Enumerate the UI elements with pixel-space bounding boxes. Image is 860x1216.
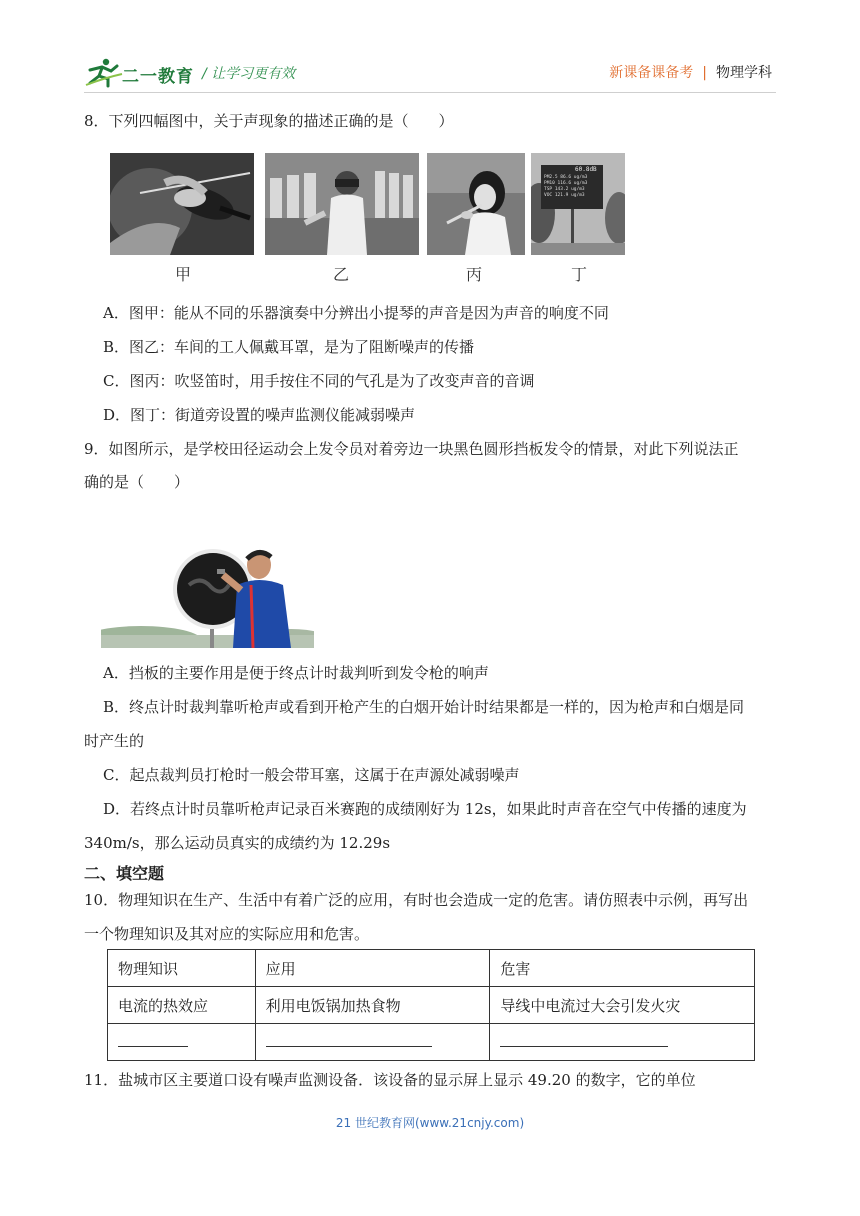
photo-noise-monitor [531, 153, 625, 255]
footer-site: 21 世纪教育网(www.21cnjy.com) [335, 1116, 525, 1130]
monitor-line: PM10 116.6 ug/m3 [544, 181, 588, 186]
table-header-cell: 危害 [490, 950, 755, 987]
violin-player-image [110, 153, 254, 255]
q8-stem: 8．下列四幅图中，关于声现象的描述正确的是（ ） [84, 112, 454, 130]
header-right [609, 62, 772, 82]
caption-jia: 甲 [175, 265, 192, 284]
header-divider [84, 92, 776, 93]
photo-factory-worker [265, 153, 419, 255]
monitor-line: VOC 121.9 ug/m3 [544, 193, 585, 198]
q8-option-d: D．图丁：街道旁设置的噪声监测仪能减弱噪声 [103, 406, 416, 424]
q9-option-c: C．起点裁判员打枪时一般会带耳塞，这属于在声源处减弱噪声 [103, 766, 520, 784]
photo-violin [110, 153, 254, 255]
q9-option-b-line2: 时产生的 [84, 732, 145, 750]
q8-option-b: B．图乙：车间的工人佩戴耳罩，是为了阻断噪声的传播 [103, 338, 475, 356]
caption-bing: 丙 [466, 265, 483, 284]
q9-stem-line2: 确的是（ ） [84, 473, 190, 491]
answer-blank[interactable] [266, 1046, 432, 1047]
blank-cell-hazard[interactable] [490, 1024, 755, 1061]
table-header-row [108, 950, 755, 987]
table-cell: 电流的热效应 [108, 987, 256, 1024]
table-row-blank [108, 1024, 755, 1061]
header-separator: | [702, 65, 707, 81]
header-course-label: 新课备课备考 [609, 65, 694, 81]
section-title: 二、填空题 [84, 864, 165, 883]
q8-option-c: C．图丙：吹竖笛时，用手按住不同的气孔是为了改变声音的音调 [103, 372, 535, 390]
answer-blank[interactable] [118, 1046, 188, 1047]
q9-stem-line1: 9．如图所示，是学校田径运动会上发令员对着旁边一块黑色圆形挡板发令的情景，对此下列说法正 [84, 440, 739, 458]
photo-starter-official [101, 545, 314, 648]
q9-option-d-line2: 340m/s，那么运动员真实的成绩约为 12.29s [84, 834, 391, 852]
table-cell: 导线中电流过大会引发火灾 [490, 987, 755, 1024]
q9-option-a: A．挡板的主要作用是便于终点计时裁判听到发令枪的响声 [103, 664, 489, 682]
table-header-cell: 应用 [255, 950, 490, 987]
caption-ding: 丁 [571, 265, 588, 284]
photo-flute-girl [427, 153, 525, 255]
q10-stem-line2: 一个物理知识及其对应的实际应用和危害。 [84, 925, 370, 943]
brand-logo [84, 56, 314, 88]
table-cell: 利用电饭锅加热食物 [255, 987, 490, 1024]
answer-blank[interactable] [500, 1046, 668, 1047]
knowledge-table [107, 949, 755, 1061]
monitor-line: PM2.5 86.6 ug/m3 [544, 175, 588, 180]
table-header-cell: 物理知识 [108, 950, 256, 987]
monitor-line: TSP 143.2 ug/m3 [544, 187, 585, 192]
q10-stem-line1: 10．物理知识在生产、生活中有着广泛的应用，有时也会造成一定的危害。请仿照表中示例，再写出 [84, 891, 749, 909]
header-subject-label: 物理学科 [716, 65, 772, 81]
flute-girl-image [427, 153, 525, 255]
factory-worker-image [265, 153, 419, 255]
monitor-readings [544, 175, 587, 199]
q8-option-a: A．图甲：能从不同的乐器演奏中分辨出小提琴的声音是因为声音的响度不同 [103, 304, 609, 322]
caption-yi: 乙 [333, 265, 350, 284]
logo-text: 二一教育 [122, 67, 194, 87]
table-row [108, 987, 755, 1024]
blank-cell-knowledge[interactable] [108, 1024, 256, 1061]
starter-official-image [101, 545, 314, 648]
runner-logo-icon [84, 56, 124, 88]
slogan: / 让学习更有效 [202, 66, 296, 82]
q9-option-d-line1: D．若终点计时员靠听枪声记录百米赛跑的成绩刚好为 12s，如果此时声音在空气中传播的速度为 [103, 800, 747, 818]
monitor-value: 60.8dB [575, 166, 597, 173]
blank-cell-application[interactable] [255, 1024, 490, 1061]
q9-option-b-line1: B．终点计时裁判靠听枪声或看到开枪产生的白烟开始计时结果都是一样的，因为枪声和白烟是同 [103, 698, 745, 716]
q11-stem: 11．盐城市区主要道口设有噪声监测设备．该设备的显示屏上显示 49.20 的数字，它的单位 [84, 1071, 696, 1089]
